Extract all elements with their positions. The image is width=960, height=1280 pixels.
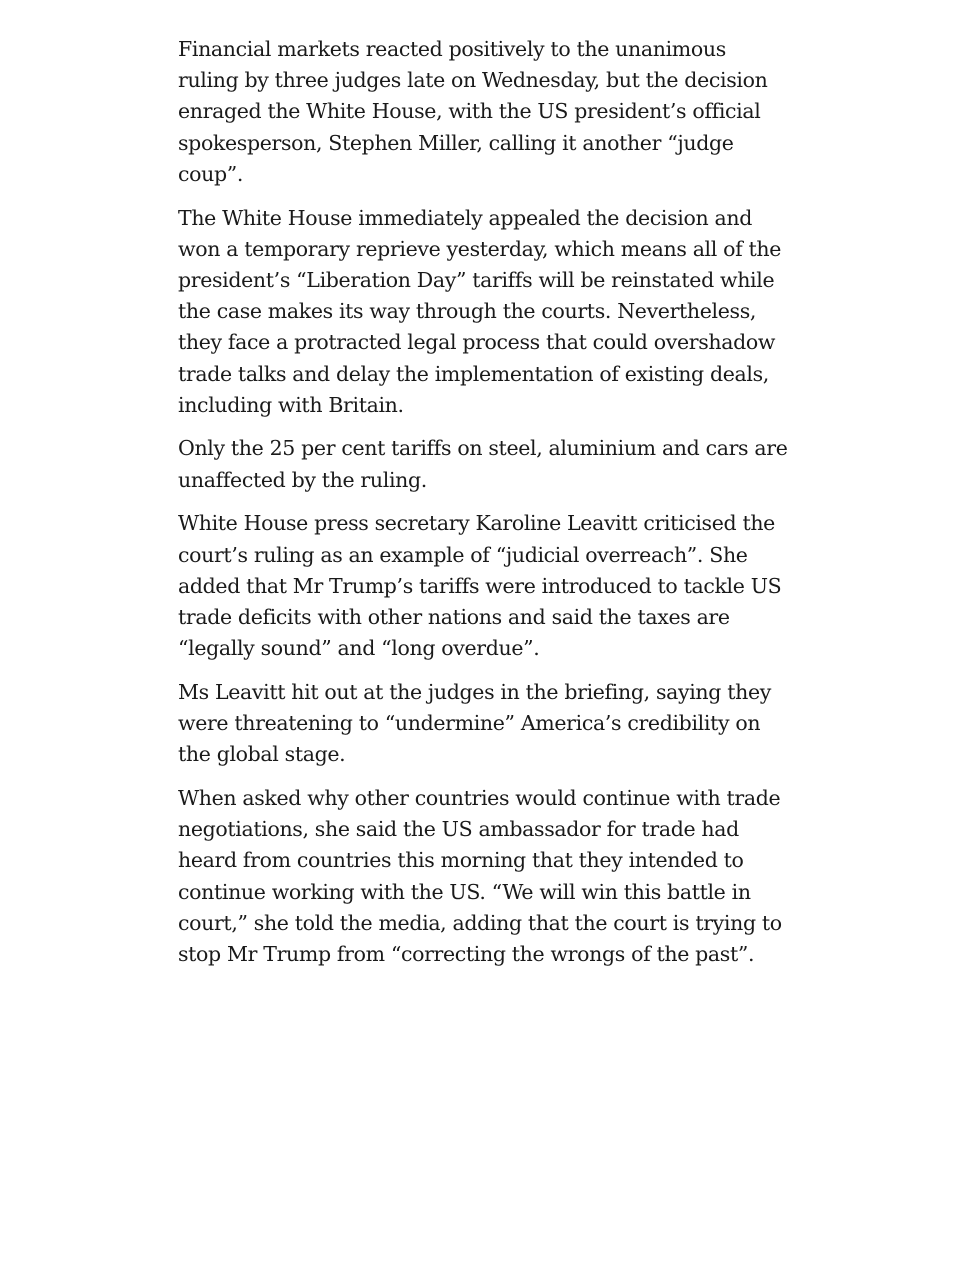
article-paragraph: Only the 25 per cent tariffs on steel, aluminium and cars are unaffected by the ruling. — [178, 436, 788, 492]
article-paragraph: When asked why other countries would continue with trade negotiations, she said the US ambassador for trade had heard from countries this morning that they intended to continue working with the US. “We will win this battle in court,” she told the media, adding that the court is trying to stop Mr Trump from “correcting the wrongs of the past”. — [178, 785, 782, 966]
article-paragraph: The White House immediately appealed the decision and won a temporary reprieve yesterday, which means all of the president’s “Liberation Day” tariffs will be reinstated while the case makes its way through the courts. Nevertheless, they face a protracted legal process that could overshadow trade talks and delay the implementation of existing deals, including with Britain. — [178, 205, 782, 417]
article-paragraph: Financial markets reacted positively to the unanimous ruling by three judges late on Wednesday, but the decision enraged the White House, with the US president’s official spokesperson, Stephen Miller, calling it another “judge coup”. — [178, 37, 768, 186]
article-paragraph: Ms Leavitt hit out at the judges in the briefing, saying they were threatening to “undermine” America’s credibility on the global stage. — [178, 679, 771, 767]
article-paragraph: White House press secretary Karoline Leavitt criticised the court’s ruling as an example of “judicial overreach”. She added that Mr Trump’s tariffs were introduced to tackle US trade deficits with other nations and said the taxes are “legally sound” and “long overdue”. — [178, 511, 782, 661]
article-body — [178, 34, 790, 983]
